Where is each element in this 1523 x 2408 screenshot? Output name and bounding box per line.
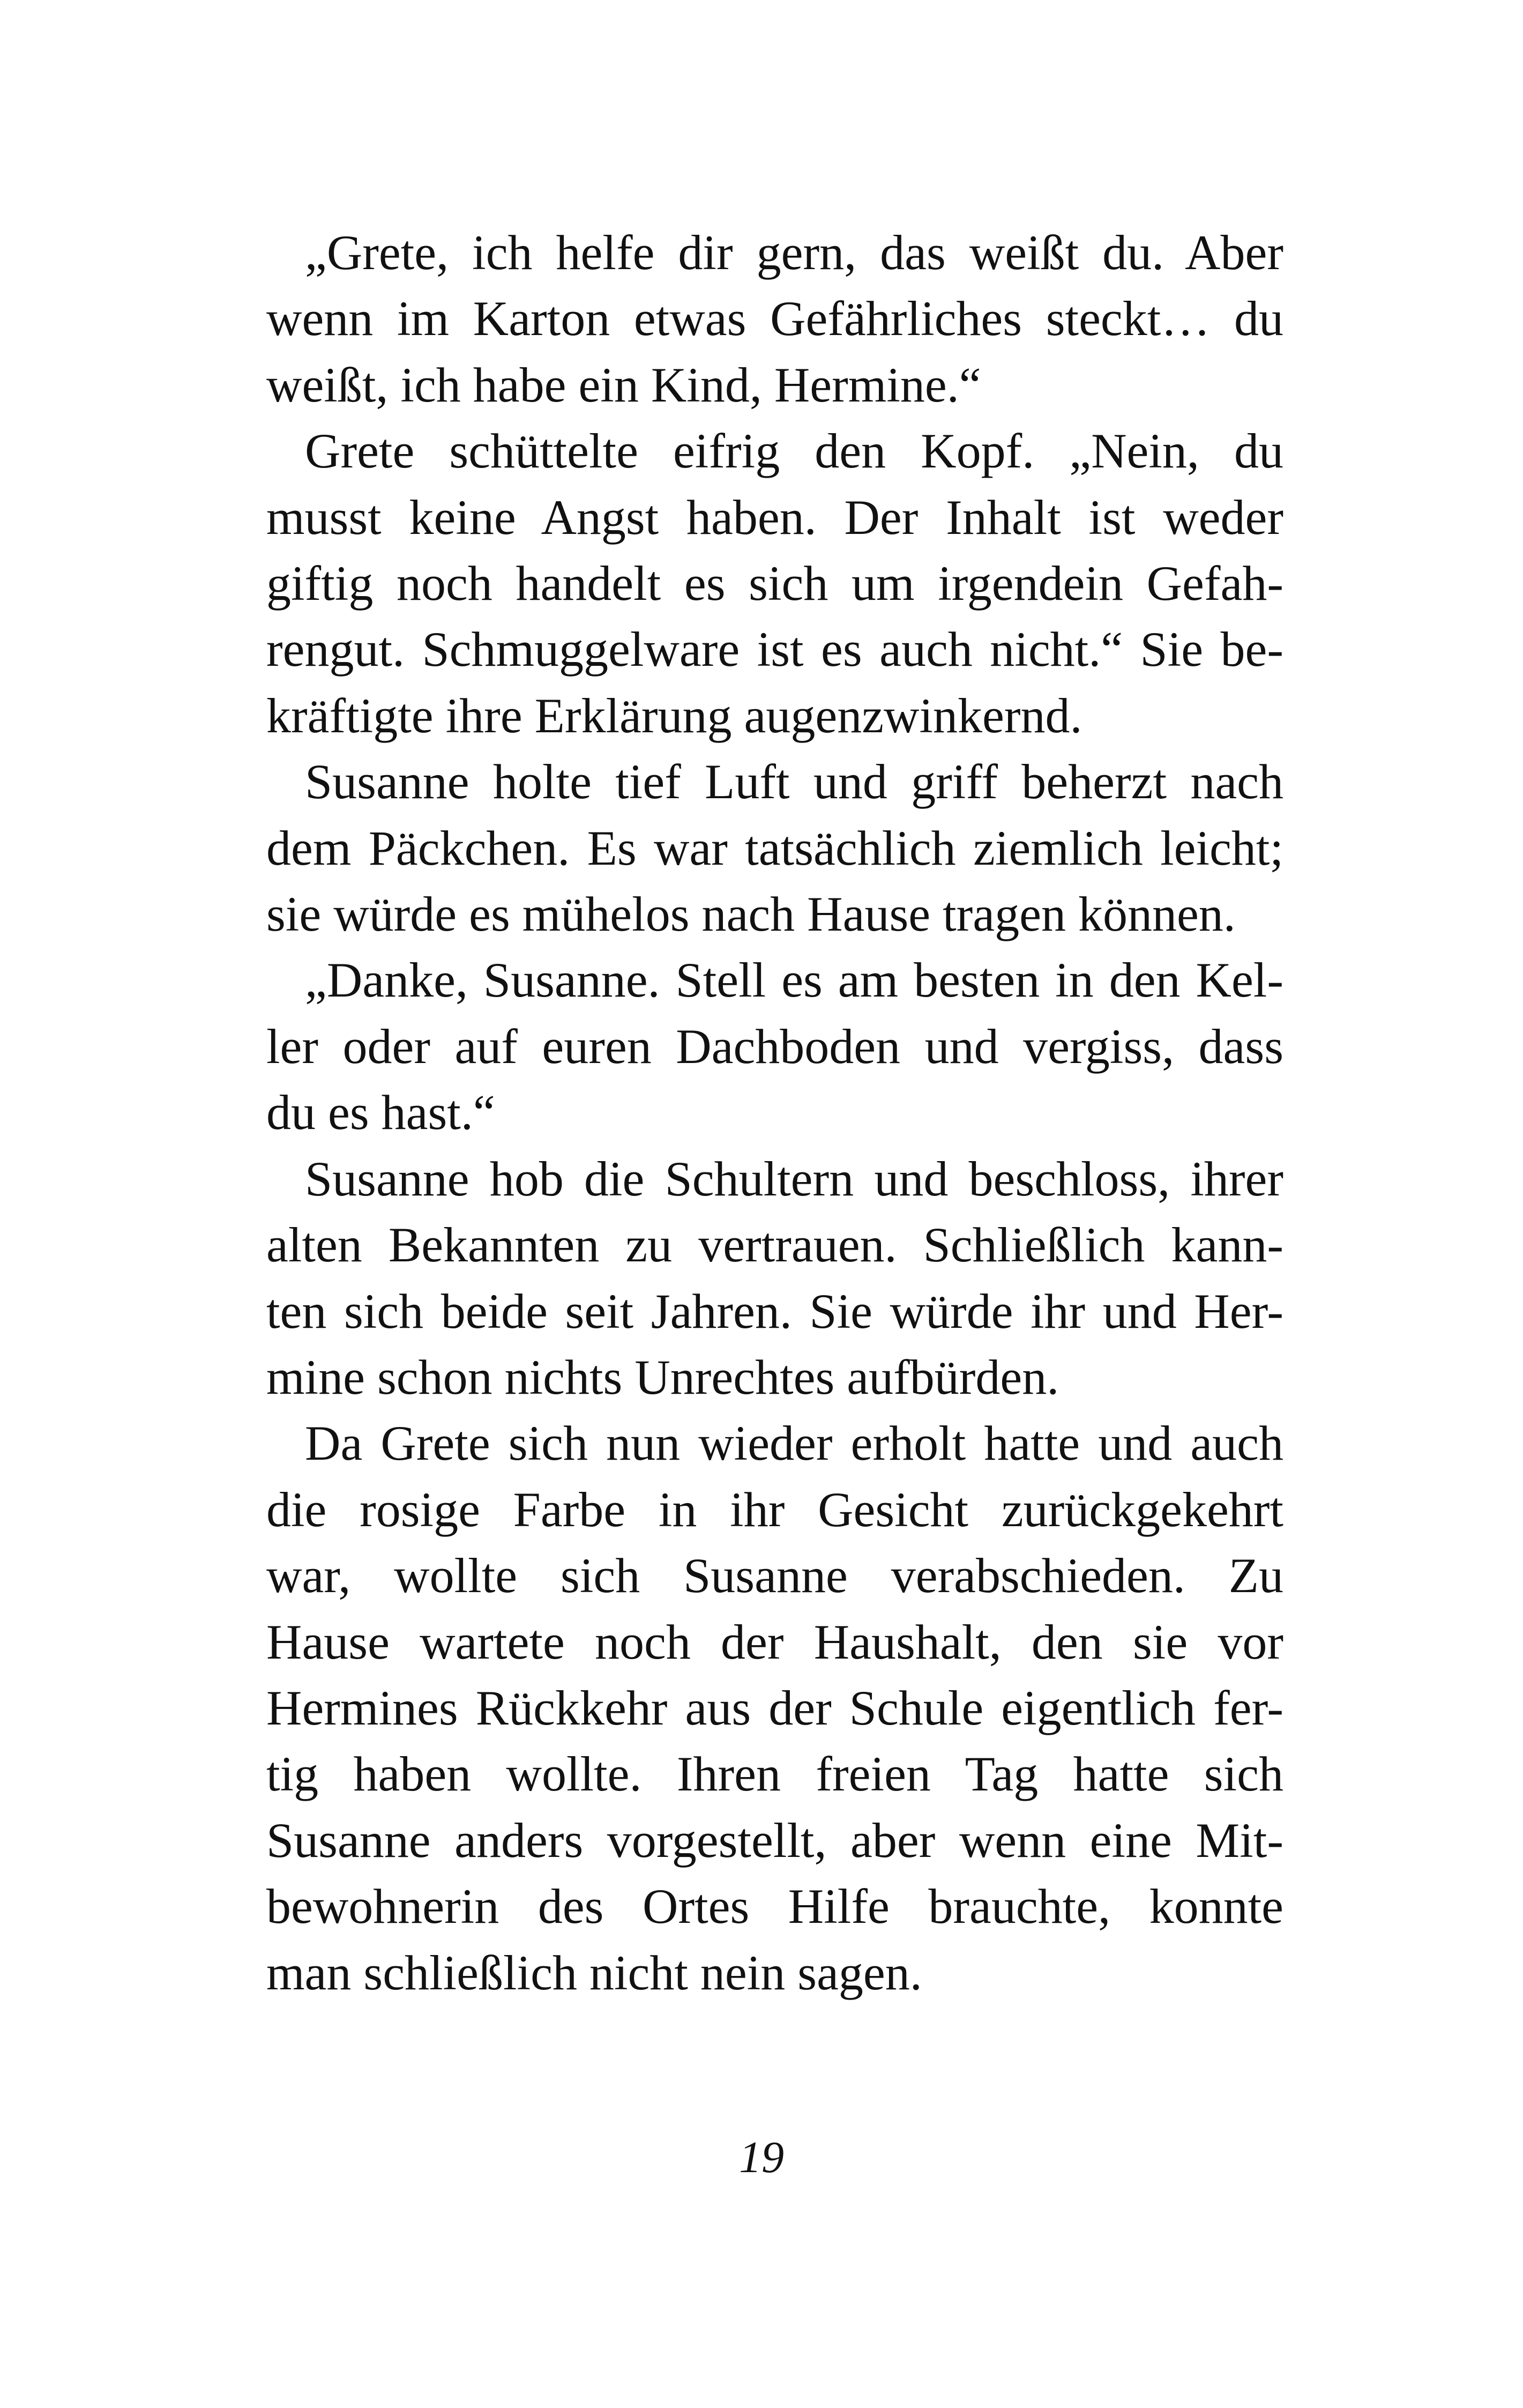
text-line: du es hast.“ xyxy=(266,1085,495,1140)
text-line: Susanne anders vorgestellt, aber wenn eine Mit- xyxy=(266,1812,1283,1868)
text-line: Susanne hob die Schultern und beschloss, ihrer xyxy=(305,1151,1283,1206)
text-line: bewohnerin des Ortes Hilfe brauchte, konnte xyxy=(266,1879,1283,1934)
text-line: war, wollte sich Susanne verabschieden. Zu xyxy=(266,1548,1283,1603)
text-line: „Danke, Susanne. Stell es am besten in den Kel- xyxy=(305,953,1283,1008)
paragraph-6 xyxy=(228,1410,1283,2006)
text-line: tig haben wollte. Ihren freien Tag hatte sich xyxy=(266,1746,1283,1802)
text-line: Hermines Rückkehr aus der Schule eigentlich fer- xyxy=(266,1680,1283,1735)
text-line: sie würde es mühelos nach Hause tragen können. xyxy=(266,887,1236,942)
text-line: „Grete, ich helfe dir gern, das weißt du. Aber xyxy=(305,225,1283,280)
paragraph-2 xyxy=(228,418,1283,749)
paragraph-1 xyxy=(228,220,1283,418)
text-line: alten Bekannten zu vertrauen. Schließlich kann- xyxy=(266,1217,1283,1273)
text-line: weißt, ich habe ein Kind, Hermine.“ xyxy=(266,357,981,412)
paragraph-3 xyxy=(228,749,1283,947)
text-line: Grete schüttelte eifrig den Kopf. „Nein, du xyxy=(305,423,1283,479)
text-line: Susanne holte tief Luft und griff beherzt nach xyxy=(305,754,1283,809)
text-line: kräftigte ihre Erklärung augenzwinkernd. xyxy=(266,688,1082,743)
text-line: giftig noch handelt es sich um irgendein Gefah- xyxy=(266,556,1283,611)
text-line: Da Grete sich nun wieder erholt hatte und auch xyxy=(305,1416,1283,1471)
text-line: wenn im Karton etwas Gefährliches steckt… du xyxy=(266,291,1283,346)
page-number: 19 xyxy=(739,2132,784,2182)
paragraph-4 xyxy=(228,947,1283,1146)
paragraph-5 xyxy=(228,1146,1283,1411)
text-line: die rosige Farbe in ihr Gesicht zurückgekehrt xyxy=(266,1482,1283,1537)
text-line: dem Päckchen. Es war tatsächlich ziemlich leicht; xyxy=(266,820,1283,875)
text-line: musst keine Angst haben. Der Inhalt ist weder xyxy=(266,489,1283,545)
text-line: rengut. Schmuggelware ist es auch nicht.“ Sie be- xyxy=(266,622,1283,677)
body-text xyxy=(228,220,1283,2006)
text-line: ler oder auf euren Dachboden und vergiss, dass xyxy=(266,1019,1283,1074)
text-line: man schließlich nicht nein sagen. xyxy=(266,1945,922,2000)
text-line: Hause wartete noch der Haushalt, den sie vor xyxy=(266,1614,1283,1669)
text-line: mine schon nichts Unrechtes aufbürden. xyxy=(266,1349,1059,1404)
text-line: ten sich beide seit Jahren. Sie würde ihr und Her- xyxy=(266,1283,1283,1339)
